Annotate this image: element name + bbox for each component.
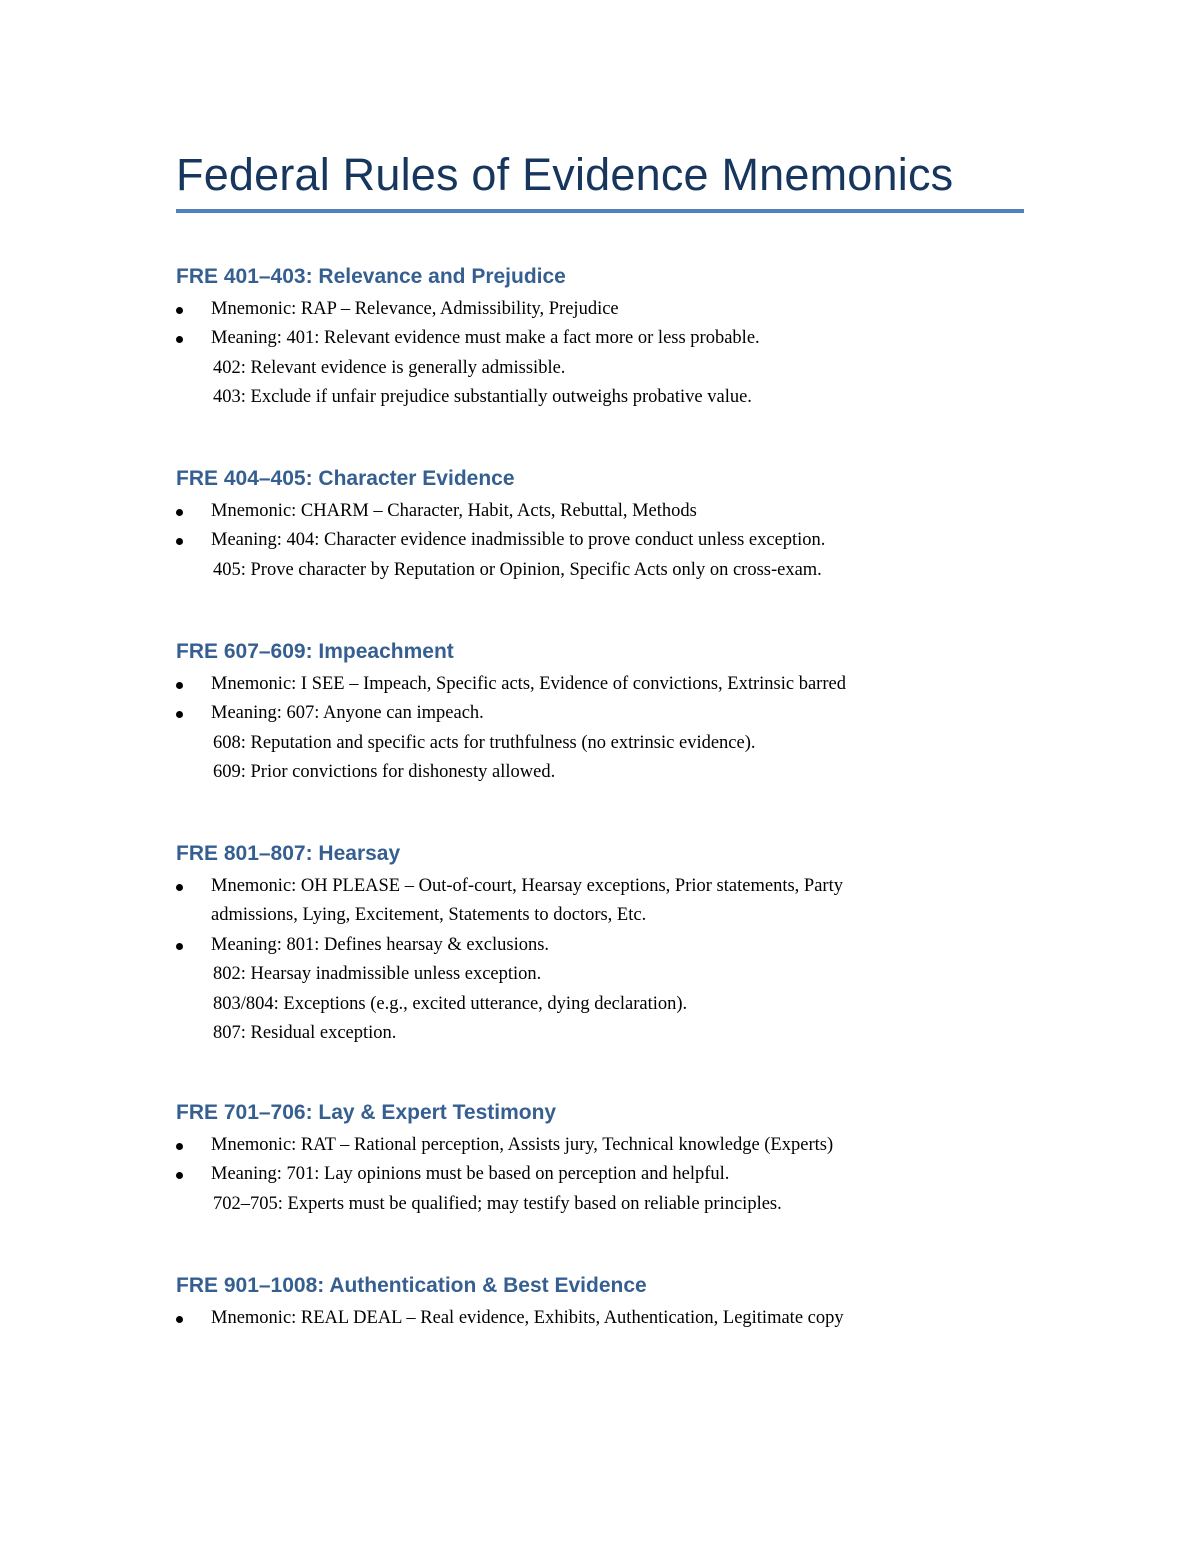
bullet-icon: [176, 1316, 183, 1323]
meaning-line: Meaning: 401: Relevant evidence must make a fact more or less probable.: [211, 328, 760, 349]
bullet-list: [176, 670, 1026, 788]
mnemonic-text: Mnemonic: CHARM – Character, Habit, Acts, Rebuttal, Methods: [211, 501, 697, 521]
bullet-list: [176, 1304, 1026, 1333]
bullet-icon: [176, 711, 183, 718]
meaning-line: Meaning: 607: Anyone can impeach.: [211, 703, 484, 724]
meaning-bullet: [176, 699, 1026, 787]
meaning-bullet: [176, 1160, 1026, 1219]
mnemonic-text: Mnemonic: OH PLEASE – Out-of-court, Hearsay exceptions, Prior statements, Party: [211, 876, 843, 896]
mnemonic-text: admissions, Lying, Excitement, Statements to doctors, Etc.: [211, 905, 647, 926]
meaning-line: Meaning: 701: Lay opinions must be based on perception and helpful.: [211, 1164, 730, 1185]
meaning-line: 802: Hearsay inadmissible unless exception.: [213, 964, 542, 985]
meaning-line: Meaning: 404: Character evidence inadmissible to prove conduct unless exception.: [211, 530, 826, 551]
mnemonic-bullet: [176, 1131, 1026, 1160]
meaning-line: 609: Prior convictions for dishonesty allowed.: [213, 762, 556, 783]
meaning-line: 405: Prove character by Reputation or Opinion, Specific Acts only on cross-exam.: [213, 559, 822, 580]
section-heading: FRE 607–609: Impeachment: [176, 640, 454, 663]
bullet-list: [176, 872, 1026, 1048]
mnemonic-text: Mnemonic: REAL DEAL – Real evidence, Exhibits, Authentication, Legitimate copy: [211, 1308, 844, 1328]
bullet-icon: [176, 1172, 183, 1179]
meaning-bullet: [176, 324, 1026, 412]
mnemonic-text: Mnemonic: RAP – Relevance, Admissibility, Prejudice: [211, 299, 619, 319]
document-title: Federal Rules of Evidence Mnemonics: [176, 149, 954, 200]
bullet-icon: [176, 538, 183, 545]
mnemonic-bullet: [176, 295, 1026, 324]
mnemonic-bullet: [176, 497, 1026, 526]
mnemonic-text: Mnemonic: I SEE – Impeach, Specific acts, Evidence of convictions, Extrinsic barred: [211, 674, 846, 694]
section-authentication: [176, 1272, 1026, 1333]
mnemonic-bullet: [176, 670, 1026, 699]
title-underline: [176, 209, 1024, 213]
meaning-line: Meaning: 801: Defines hearsay & exclusions.: [211, 934, 550, 955]
bullet-list: [176, 497, 1026, 585]
section-heading: FRE 801–807: Hearsay: [176, 842, 401, 865]
mnemonic-bullet: [176, 1304, 1026, 1333]
bullet-list: [176, 1131, 1026, 1219]
section-heading: FRE 401–403: Relevance and Prejudice: [176, 265, 566, 288]
meaning-bullet: [176, 931, 1026, 1049]
section-heading: FRE 701–706: Lay & Expert Testimony: [176, 1101, 557, 1124]
bullet-icon: [176, 682, 183, 689]
meaning-line: 403: Exclude if unfair prejudice substantially outweighs probative value.: [213, 387, 752, 408]
bullet-icon: [176, 509, 183, 516]
mnemonic-text: Mnemonic: RAT – Rational perception, Assists jury, Technical knowledge (Experts): [211, 1135, 834, 1155]
meaning-line: 608: Reputation and specific acts for truthfulness (no extrinsic evidence).: [213, 732, 756, 753]
meaning-line: 807: Residual exception.: [213, 1023, 397, 1044]
mnemonic-bullet: [176, 872, 1026, 931]
section-heading: FRE 404–405: Character Evidence: [176, 467, 515, 490]
meaning-bullet: [176, 526, 1026, 585]
section-character-evidence: [176, 465, 1026, 585]
section-hearsay: [176, 840, 1026, 1048]
section-impeachment: [176, 638, 1026, 788]
bullet-icon: [176, 336, 183, 343]
section-testimony: [176, 1099, 1026, 1219]
meaning-line: 702–705: Experts must be qualified; may testify based on reliable principles.: [213, 1193, 782, 1214]
bullet-list: [176, 295, 1026, 413]
bullet-icon: [176, 307, 183, 314]
meaning-line: 402: Relevant evidence is generally admissible.: [213, 357, 566, 378]
bullet-icon: [176, 1143, 183, 1150]
meaning-line: 803/804: Exceptions (e.g., excited utterance, dying declaration).: [213, 993, 688, 1014]
bullet-icon: [176, 884, 183, 891]
bullet-icon: [176, 943, 183, 950]
section-relevance: [176, 263, 1026, 413]
section-heading: FRE 901–1008: Authentication & Best Evidence: [176, 1274, 647, 1297]
